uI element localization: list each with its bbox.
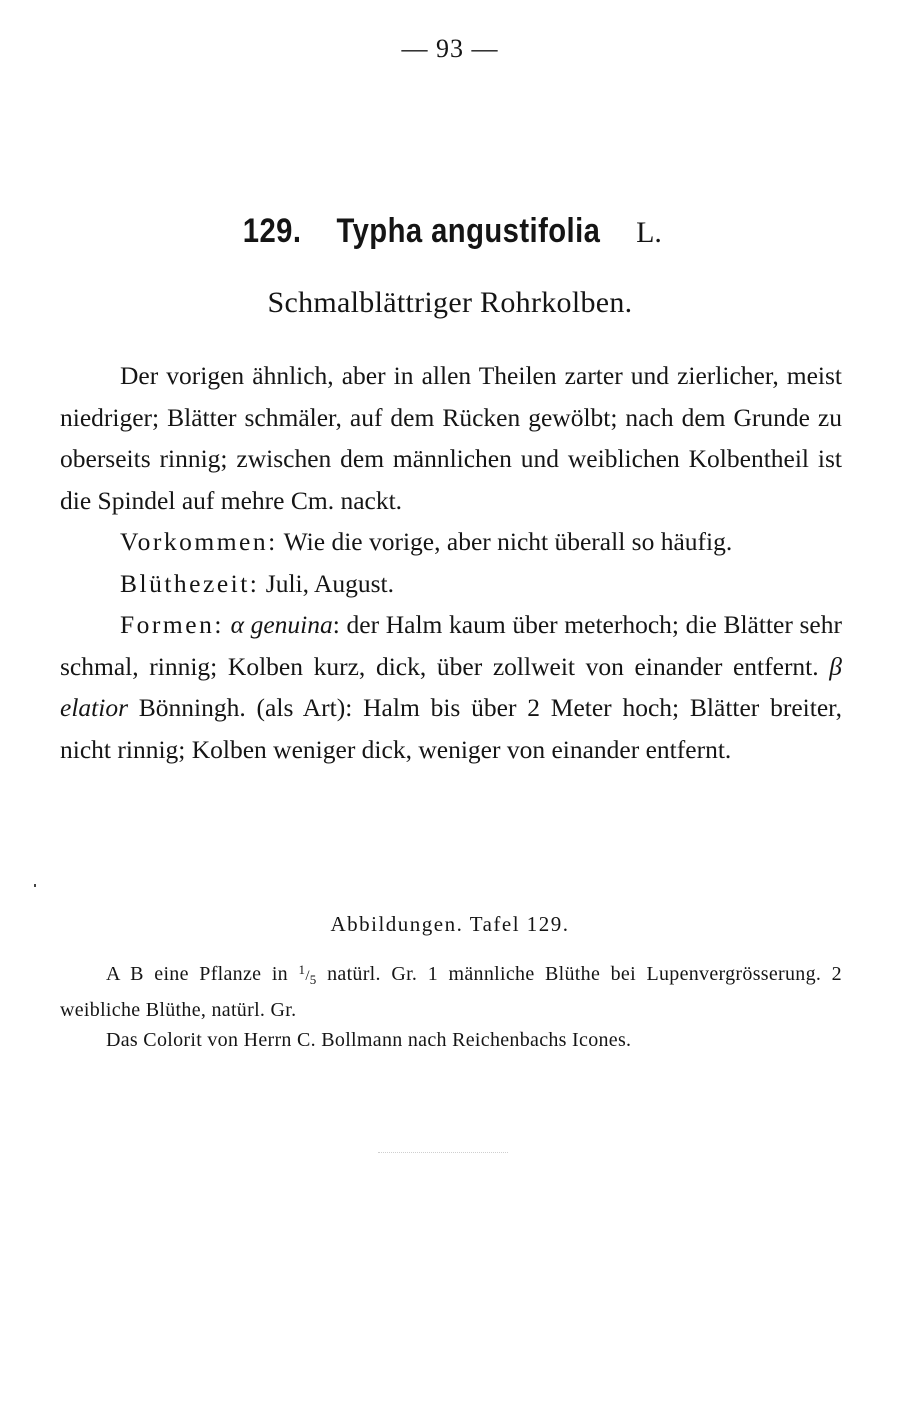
common-name: Schmalblättriger Rohrkolben. [267, 286, 633, 319]
form-alpha-name: α genuina [230, 610, 333, 639]
vorkommen-text: Wie die vorige, aber nicht überall so häufig. [283, 527, 733, 556]
formen-label: Formen: [120, 610, 224, 639]
form-alpha-text: : der Halm kaum über meterhoch; die Blätter sehr schmal, rinnig; Kolben kurz, dick, über zollweit von einander entfernt. [60, 610, 842, 681]
species-name: Typha angustifolia [336, 212, 601, 250]
bluethezeit-label: Blüthezeit: [120, 568, 260, 598]
illustrations-line-2: Das Colorit von Herrn C. Bollmann nach Reichenbachs Icones. [106, 1029, 632, 1051]
bluethezeit-text: Juli, August. [265, 568, 395, 598]
illustrations-heading: Abbildungen. Tafel 129. [330, 912, 570, 936]
bluethezeit-paragraph [60, 563, 842, 605]
form-beta-text: Bönningh. (als Art): Halm bis über 2 Meter hoch; Blätter breiter, nicht rinnig; Kolben weniger dick, weniger von einander entfernt. [60, 693, 842, 764]
illustrations-notes [60, 955, 842, 1055]
vorkommen-label: Vorkommen: [120, 527, 278, 556]
scan-artifact-mark [34, 884, 36, 887]
illustrations-line-1-end: natürl. Gr. 1 männliche Blüthe bei Lupenvergrösserung. 2 weibliche Blüthe, natürl. Gr. [60, 963, 842, 1021]
fraction-numerator: 1 [298, 962, 306, 977]
species-number: 129. [242, 212, 302, 250]
illustrations-line-1-start: A B eine Pflanze in [106, 963, 288, 985]
formen-paragraph [60, 604, 842, 770]
page-number: — 93 — [401, 34, 499, 63]
form-beta-name: β elatior [60, 651, 842, 722]
species-author: L. [636, 216, 662, 249]
scan-artifact-dots [378, 1152, 508, 1155]
description-body [60, 355, 842, 770]
fraction: $^1/_5$ [298, 962, 317, 987]
fraction-denominator: 5 [309, 972, 317, 987]
species-title [0, 212, 900, 251]
illustrations-line-1 [60, 955, 842, 1025]
description-paragraph: Der vorigen ähnlich, aber in allen Theilen zarter und zierlicher, meist niedriger; Blätter schmäler, auf dem Rücken gewölbt; nach dem Grunde zu oberseits rinnig; zwischen dem männlichen und weiblichen Kolbentheil ist die Spindel auf mehre Cm. nackt. [60, 361, 842, 515]
vorkommen-paragraph [60, 521, 842, 563]
